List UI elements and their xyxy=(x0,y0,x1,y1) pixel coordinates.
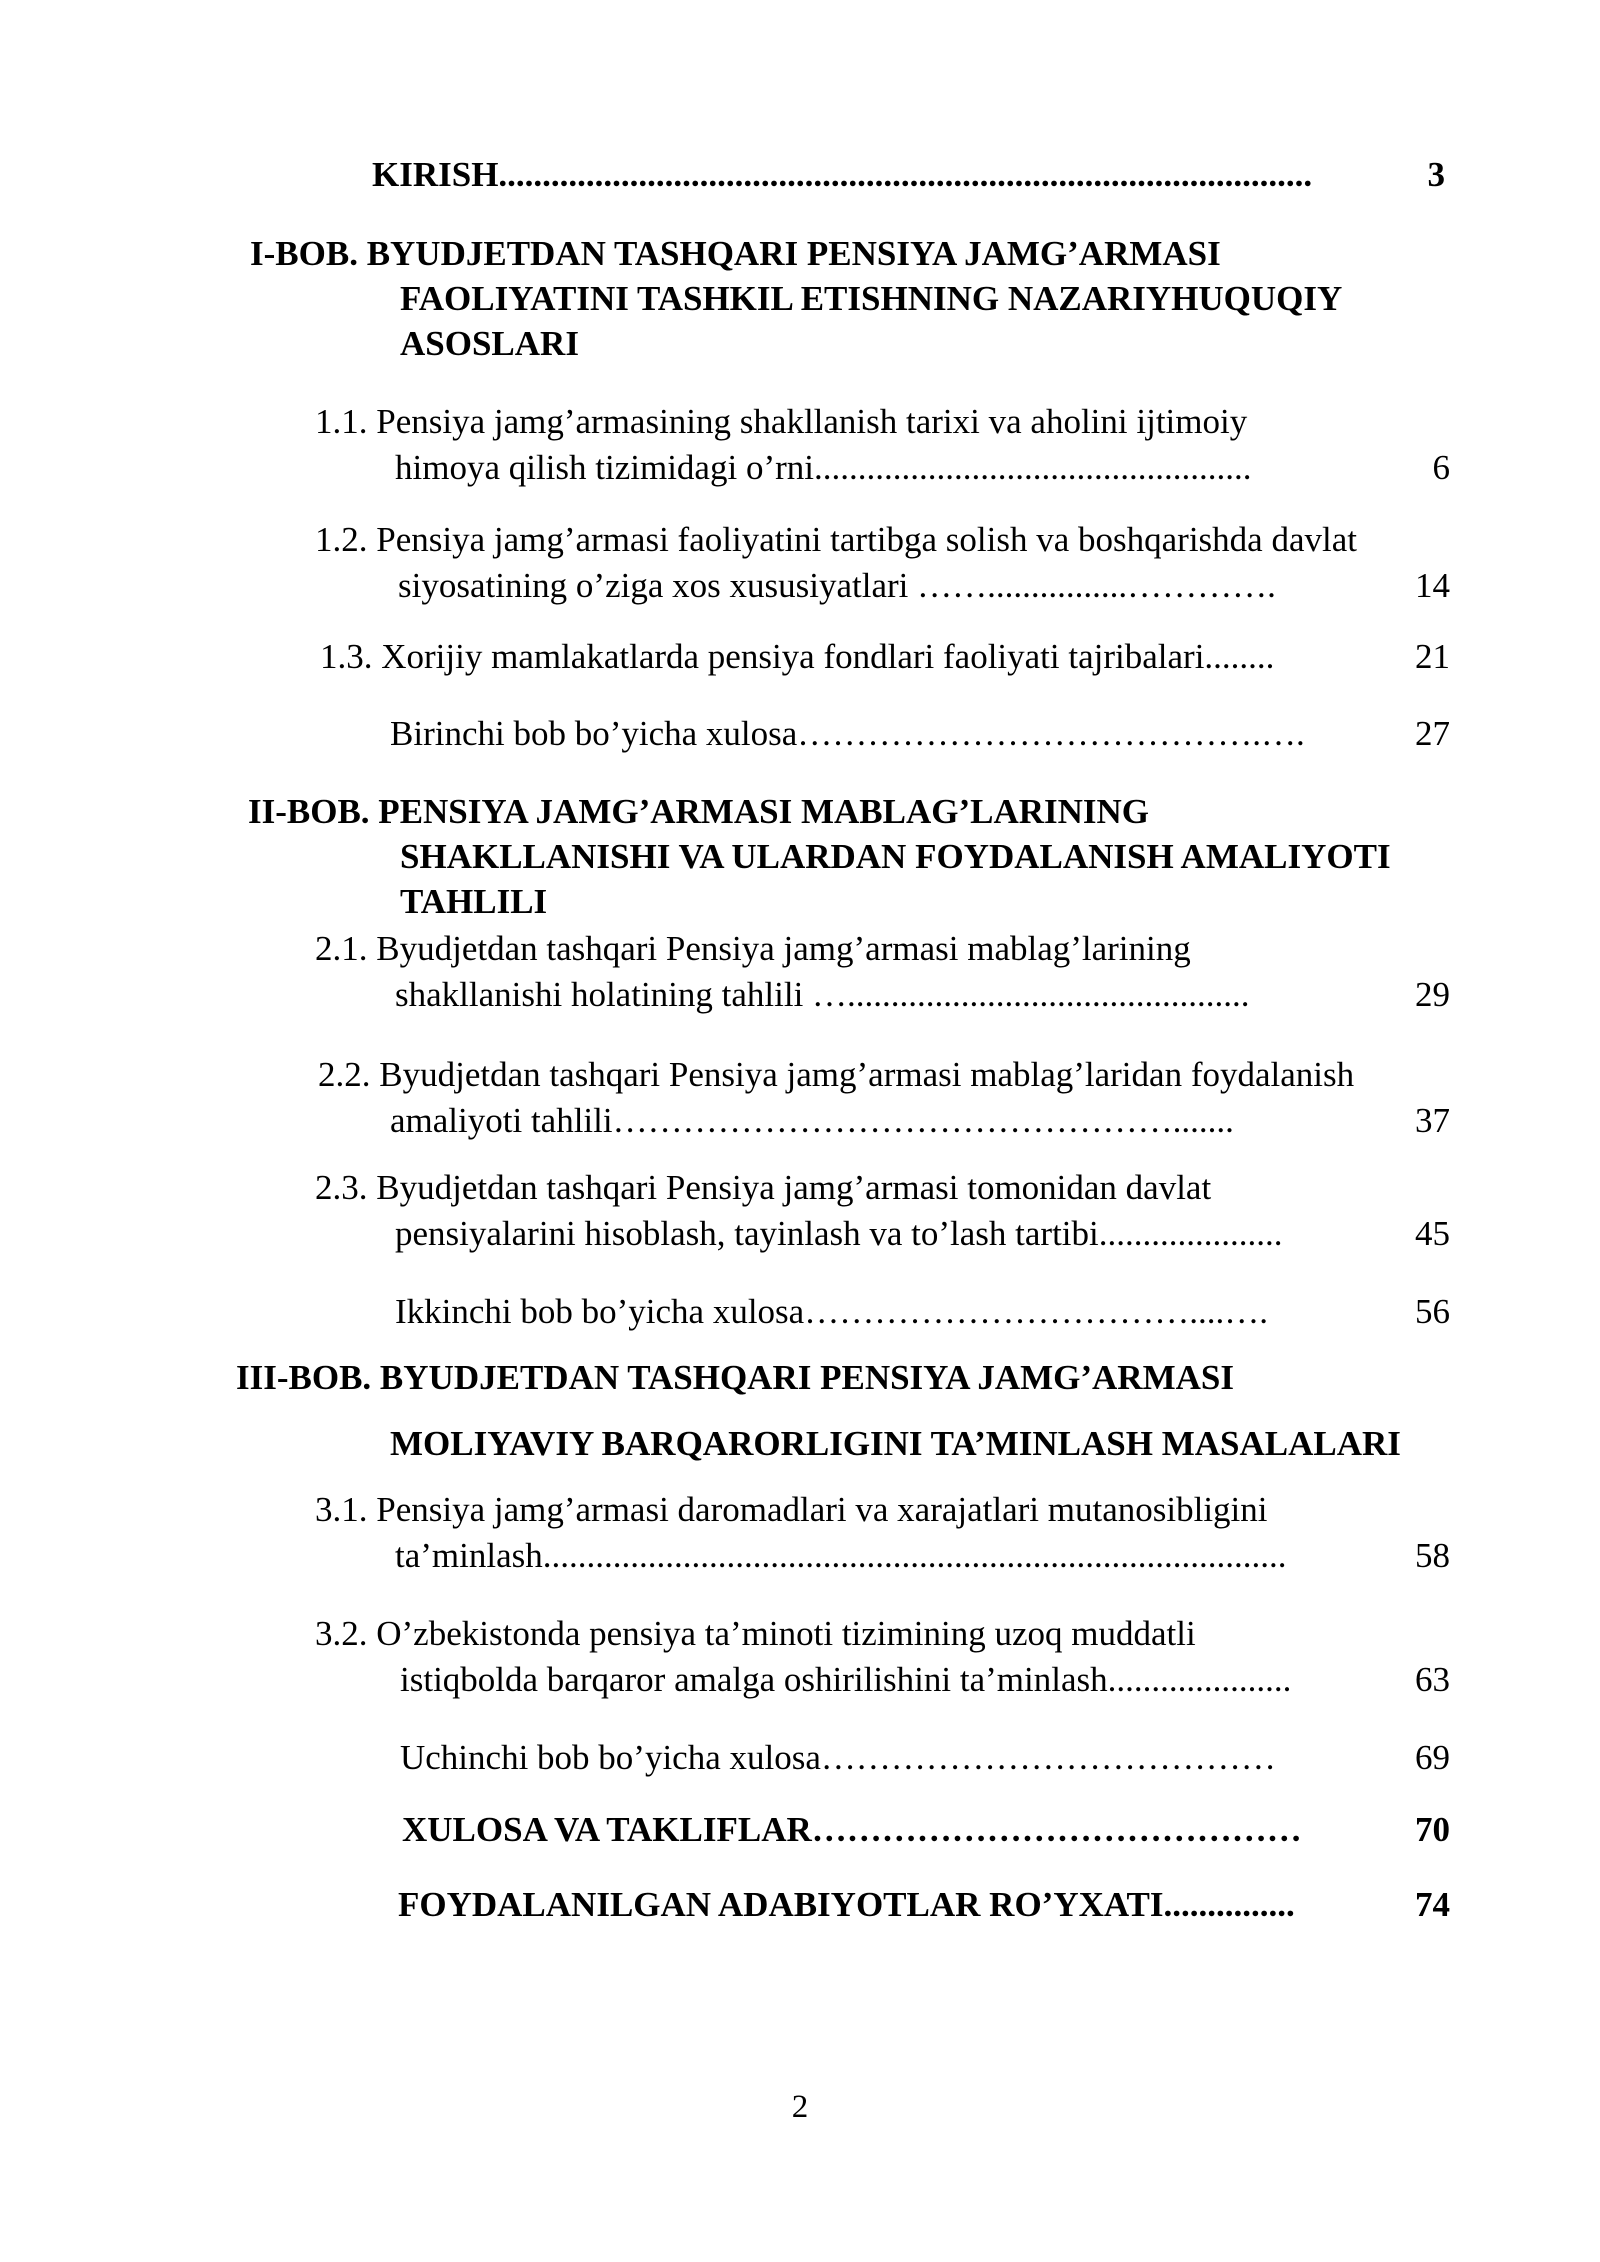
toc-intro-page: 3 xyxy=(1427,155,1445,194)
section-1-1-line-1: 1.1. Pensiya jamg’armasining shakllanish tarixi va aholini ijtimoiy xyxy=(315,402,1248,441)
chapter-2-title-line-1: II-BOB. PENSIYA JAMG’ARMASI MABLAG’LARINING xyxy=(248,792,1150,831)
section-2-2-line-1: 2.2. Byudjetdan tashqari Pensiya jamg’armasi mablag’laridan foydalanish xyxy=(318,1055,1355,1094)
section-1-2-line-1: 1.2. Pensiya jamg’armasi faoliyatini tartibga solish va boshqarishda davlat xyxy=(315,520,1357,559)
toc-intro: KIRISH............................................................................................. xyxy=(372,155,1313,194)
chapter-1-conclusion: Birinchi bob bo’yicha xulosa………………………………….…. xyxy=(390,714,1305,753)
toc-conclusions-recommendations: XULOSA VA TAKLIFLAR…………………………………… xyxy=(402,1810,1302,1849)
toc-conclusions-recommendations-page: 70 xyxy=(1415,1810,1450,1849)
toc-references: FOYDALANILGAN ADABIYOTLAR RO’YXATI............... xyxy=(398,1885,1295,1924)
section-2-3-page: 45 xyxy=(1415,1214,1450,1253)
section-3-1-line-2: ta’minlash..................................................................................... xyxy=(395,1536,1287,1575)
section-1-2-page: 14 xyxy=(1415,566,1450,605)
chapter-2-conclusion-page: 56 xyxy=(1415,1292,1450,1331)
chapter-2-conclusion: Ikkinchi bob bo’yicha xulosa……………………………....…. xyxy=(395,1292,1268,1331)
section-1-1-line-2: himoya qilish tizimidagi o’rni.................................................. xyxy=(395,448,1252,487)
section-3-2-line-1: 3.2. O’zbekistonda pensiya ta’minoti tizimining uzoq muddatli xyxy=(315,1614,1196,1653)
toc-references-page: 74 xyxy=(1415,1885,1450,1924)
chapter-1-title-line-1: I-BOB. BYUDJETDAN TASHQARI PENSIYA JAMG’ARMASI xyxy=(250,234,1221,273)
page-number: 2 xyxy=(791,2089,809,2125)
section-2-1-page: 29 xyxy=(1415,975,1450,1014)
section-3-2-page: 63 xyxy=(1415,1660,1450,1699)
chapter-2-title-line-3: TAHLILI xyxy=(400,882,548,921)
section-1-3-line-1: 1.3. Xorijiy mamlakatlarda pensiya fondlari faoliyati tajribalari........ xyxy=(320,637,1275,676)
chapter-3-title-line-1: III-BOB. BYUDJETDAN TASHQARI PENSIYA JAMG’ARMASI xyxy=(236,1358,1234,1397)
section-2-1-line-2: shakllanishi holatining tahlili ….............................................. xyxy=(395,975,1250,1014)
section-1-3-page: 21 xyxy=(1415,637,1450,676)
chapter-1-title-line-2: FAOLIYATINI TASHKIL ETISHNING NAZARIYHUQUQIY xyxy=(400,279,1343,318)
chapter-3-conclusion-page: 69 xyxy=(1415,1738,1450,1777)
section-2-3-line-2: pensiyalarini hisoblash, tayinlash va to’lash tartibi..................... xyxy=(395,1214,1283,1253)
chapter-1-conclusion-page: 27 xyxy=(1415,714,1450,753)
section-3-1-page: 58 xyxy=(1415,1536,1450,1575)
section-2-1-line-1: 2.1. Byudjetdan tashqari Pensiya jamg’armasi mablag’larining xyxy=(315,929,1191,968)
section-1-1-page: 6 xyxy=(1432,448,1450,487)
chapter-2-title-line-2: SHAKLLANISHI VA ULARDAN FOYDALANISH AMALIYOTI xyxy=(400,837,1391,876)
chapter-3-title-line-2: MOLIYAVIY BARQARORLIGINI TA’MINLASH MASALALARI xyxy=(390,1424,1401,1463)
section-2-3-line-1: 2.3. Byudjetdan tashqari Pensiya jamg’armasi tomonidan davlat xyxy=(315,1168,1212,1207)
section-2-2-line-2: amaliyoti tahlili…………………………………………....... xyxy=(390,1101,1234,1140)
section-1-2-line-2: siyosatining o’ziga xos xususiyatlari ……................…………. xyxy=(398,566,1276,605)
section-3-2-line-2: istiqbolda barqaror amalga oshirilishini ta’minlash..................... xyxy=(400,1660,1292,1699)
chapter-3-conclusion: Uchinchi bob bo’yicha xulosa………………………………… xyxy=(400,1738,1276,1777)
section-2-2-page: 37 xyxy=(1415,1101,1450,1140)
chapter-1-title-line-3: ASOSLARI xyxy=(400,324,579,363)
section-3-1-line-1: 3.1. Pensiya jamg’armasi daromadlari va xarajatlari mutanosibligini xyxy=(315,1490,1268,1529)
